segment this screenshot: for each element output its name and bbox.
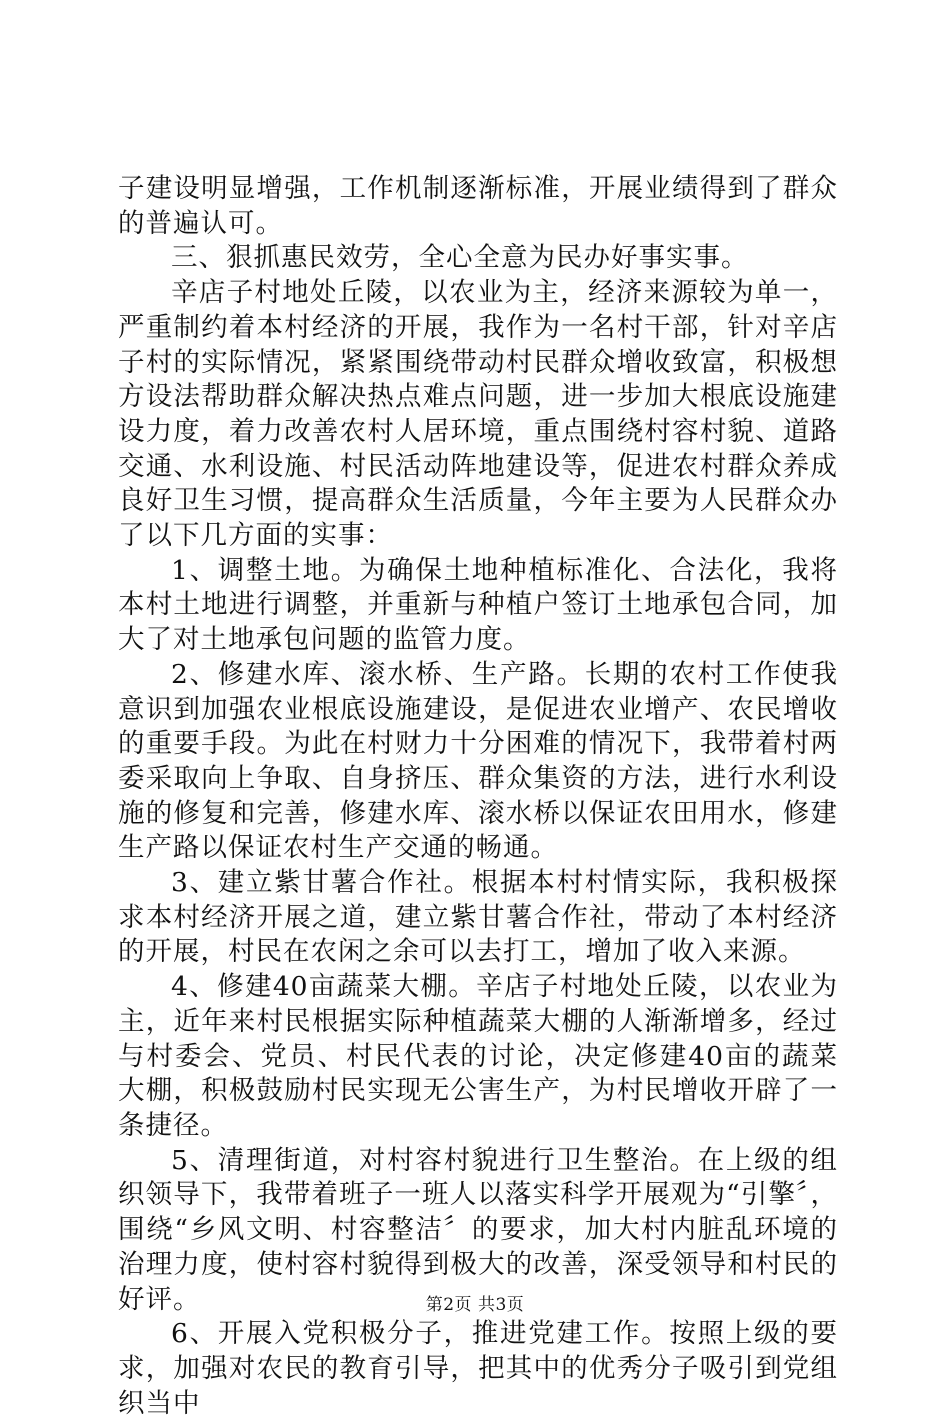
section-heading-three: 三、狠抓惠民效劳，全心全意为民办好事实事。 [171, 242, 749, 274]
list-item-4: 4、修建40亩蔬菜大棚。辛店子村地处丘陵，以农业为主，近年来村民根据实际种植蔬菜大棚的人渐渐增多，经过与村委会、党员、村民代表的讨论，决定修建40亩的蔬菜大棚，积极鼓励村民实现无公害生产，为村民增收开辟了一条捷径。 [118, 971, 838, 1141]
list-item-6: 6、开展入党积极分子，推进党建工作。按照上级的要求，加强对农民的教育引导，把其中的优秀分子吸引到党组织当中 [118, 1318, 838, 1419]
page-number-footer: 第2页 共3页 [425, 1295, 525, 1315]
list-item-2: 2、修建水库、滚水桥、生产路。长期的农村工作使我意识到加强农业根底设施建设，是促进农业增产、农民增收的重要手段。为此在村财力十分困难的情况下，我带着村两委采取向上争取、自身挤压、群众集资的方法，进行水利设施的修复和完善，修建水库、滚水桥以保证农田用水，修建生产路以保证农村生产交通的畅通。 [118, 658, 838, 864]
list-item-1: 1、调整土地。为确保土地种植标准化、合法化，我将本村土地进行调整，并重新与种植户签订土地承包合同，加大了对土地承包问题的监管力度。 [118, 554, 838, 656]
paragraph-continuation: 子建设明显增强，工作机制逐渐标准，开展业绩得到了群众的普遍认可。 [118, 173, 838, 239]
document-body [118, 172, 838, 1421]
list-item-3: 3、建立紫甘薯合作社。根据本村村情实际，我积极探求本村经济开展之道，建立紫甘薯合作社，带动了本村经济的开展，村民在农闲之余可以去打工，增加了收入来源。 [118, 867, 838, 968]
list-item-5: 5、清理街道，对村容村貌进行卫生整治。在上级的组织领导下，我带着班子一班人以落实科学开展观为“引擎〞，围绕“乡风文明、村容整洁〞的要求，加大村内脏乱环境的治理力度，使村容村貌得到极大的改善，深受领导和村民的好评。 [118, 1144, 838, 1315]
paragraph-intro: 辛店子村地处丘陵，以农业为主，经济来源较为单一，严重制约着本村经济的开展，我作为一名村干部，针对辛店子村的实际情况，紧紧围绕带动村民群众增收致富，积极想方设法帮助群众解决热点难点问题，进一步加大根底设施建设力度，着力改善农村人居环境，重点围绕村容村貌、道路交通、水利设施、村民活动阵地建设等，促进农村群众养成良好卫生习惯，提高群众生活质量，今年主要为人民群众办了以下几方面的实事： [118, 277, 838, 552]
